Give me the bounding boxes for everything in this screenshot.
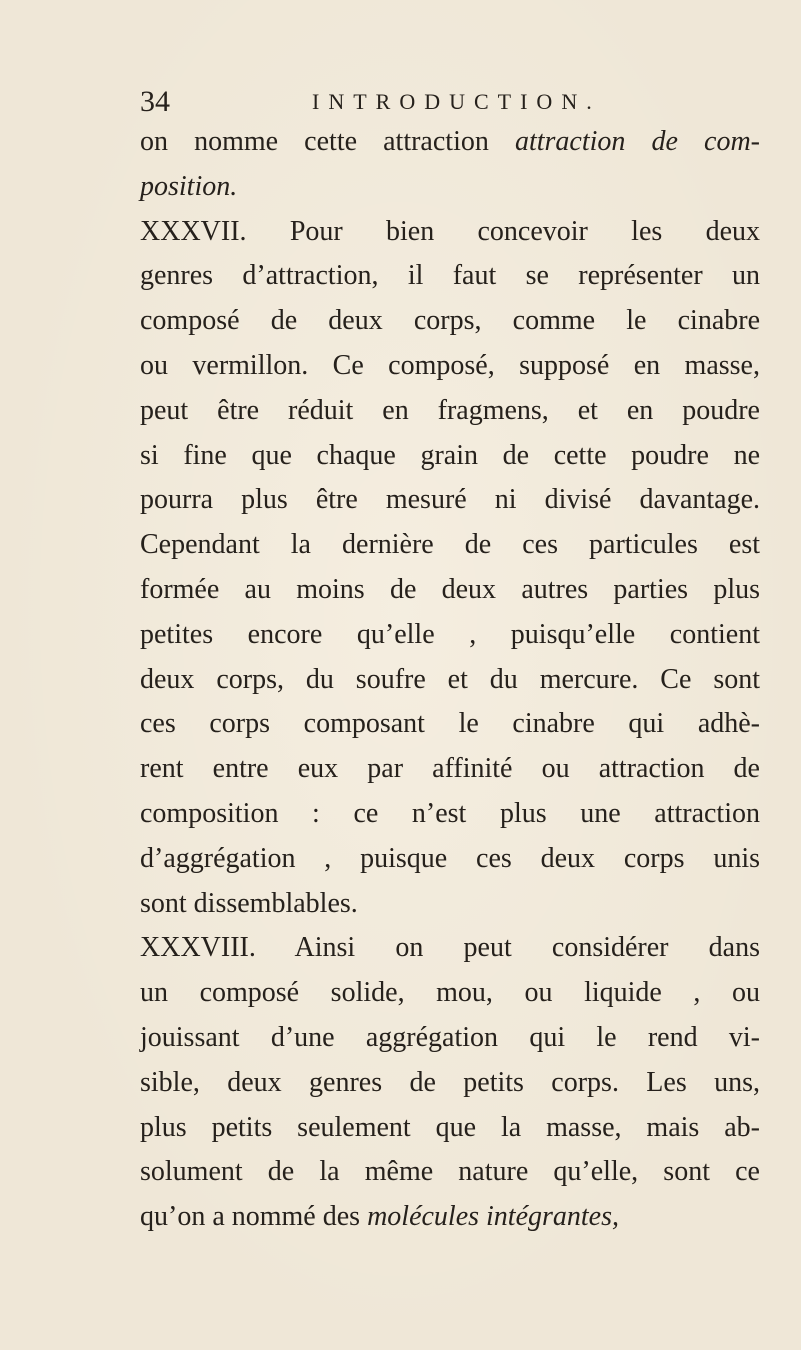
text-line (140, 1061, 760, 1106)
text-segment: deux corps, du soufre et du mercure. Ce sont (140, 663, 760, 695)
italic-text: attraction de com- (514, 126, 760, 157)
text-segment: genres d’attraction, il faut se représenter un (140, 260, 760, 292)
text-segment: composition : ce n’est plus une attraction (140, 797, 760, 829)
text-line (140, 658, 760, 703)
text-segment: jouissant d’une aggrégation qui le rend vi- (140, 1021, 760, 1053)
text-line (140, 120, 760, 165)
text-line (140, 971, 760, 1016)
text-line (140, 165, 760, 210)
text-segment: plus petits seulement que la masse, mais ab- (140, 1111, 760, 1143)
text-segment: sible, deux genres de petits corps. Les uns, (140, 1066, 760, 1098)
text-line (140, 882, 760, 927)
text-segment: Cependant la dernière de ces particules est (140, 529, 760, 561)
text-line (140, 747, 760, 792)
text-segment: si fine que chaque grain de cette poudre ne (140, 439, 760, 471)
text-line (140, 210, 760, 255)
text-segment: pourra plus être mesuré ni divisé davantage. (140, 484, 760, 516)
text-line (140, 478, 760, 523)
page-number: 34 (140, 85, 170, 118)
text-segment: rent entre eux par affinité ou attraction de (140, 753, 760, 785)
text-line (140, 523, 760, 568)
text-line (140, 1106, 760, 1151)
text-line (140, 434, 760, 479)
text-segment: ces corps composant le cinabre qui adhè- (140, 708, 760, 740)
running-head: INTRODUCTION. (312, 89, 601, 114)
text-segment: solument de la même nature qu’elle, sont ce (140, 1156, 760, 1188)
text-segment: petites encore qu’elle , puisqu’elle contient (140, 618, 760, 650)
italic-text: molécules intégrantes, (367, 1201, 620, 1233)
text-segment: XXXVIII. Ainsi on peut considérer dans (140, 932, 760, 964)
text-segment: ou vermillon. Ce composé, supposé en masse, (140, 349, 760, 381)
text-line (140, 299, 760, 344)
text-line (140, 926, 760, 971)
text-line (140, 568, 760, 613)
text-line (140, 837, 760, 882)
page-header (140, 82, 760, 122)
text-line (140, 254, 760, 299)
text-line (140, 1150, 760, 1195)
text-segment: composé de deux corps, comme le cinabre (140, 305, 760, 337)
italic-text: position. (140, 170, 238, 202)
text-segment: d’aggrégation , puisque ces deux corps unis (140, 842, 760, 874)
text-segment: XXXVII. Pour bien concevoir les deux (140, 215, 760, 247)
body-text (140, 120, 760, 1240)
text-segment: un composé solide, mou, ou liquide , ou (140, 977, 760, 1009)
text-line (140, 702, 760, 747)
text-segment: formée au moins de deux autres parties plus (140, 573, 760, 605)
text-line (140, 1195, 760, 1240)
text-line (140, 613, 760, 658)
text-segment: on nomme cette attraction (140, 126, 515, 157)
text-segment: peut être réduit en fragmens, et en poudre (140, 394, 760, 426)
text-line (140, 1016, 760, 1061)
text-segment: sont dissemblables. (140, 887, 358, 919)
text-line (140, 344, 760, 389)
text-segment: qu’on a nommé des (140, 1201, 368, 1233)
text-line (140, 792, 760, 837)
text-line (140, 389, 760, 434)
